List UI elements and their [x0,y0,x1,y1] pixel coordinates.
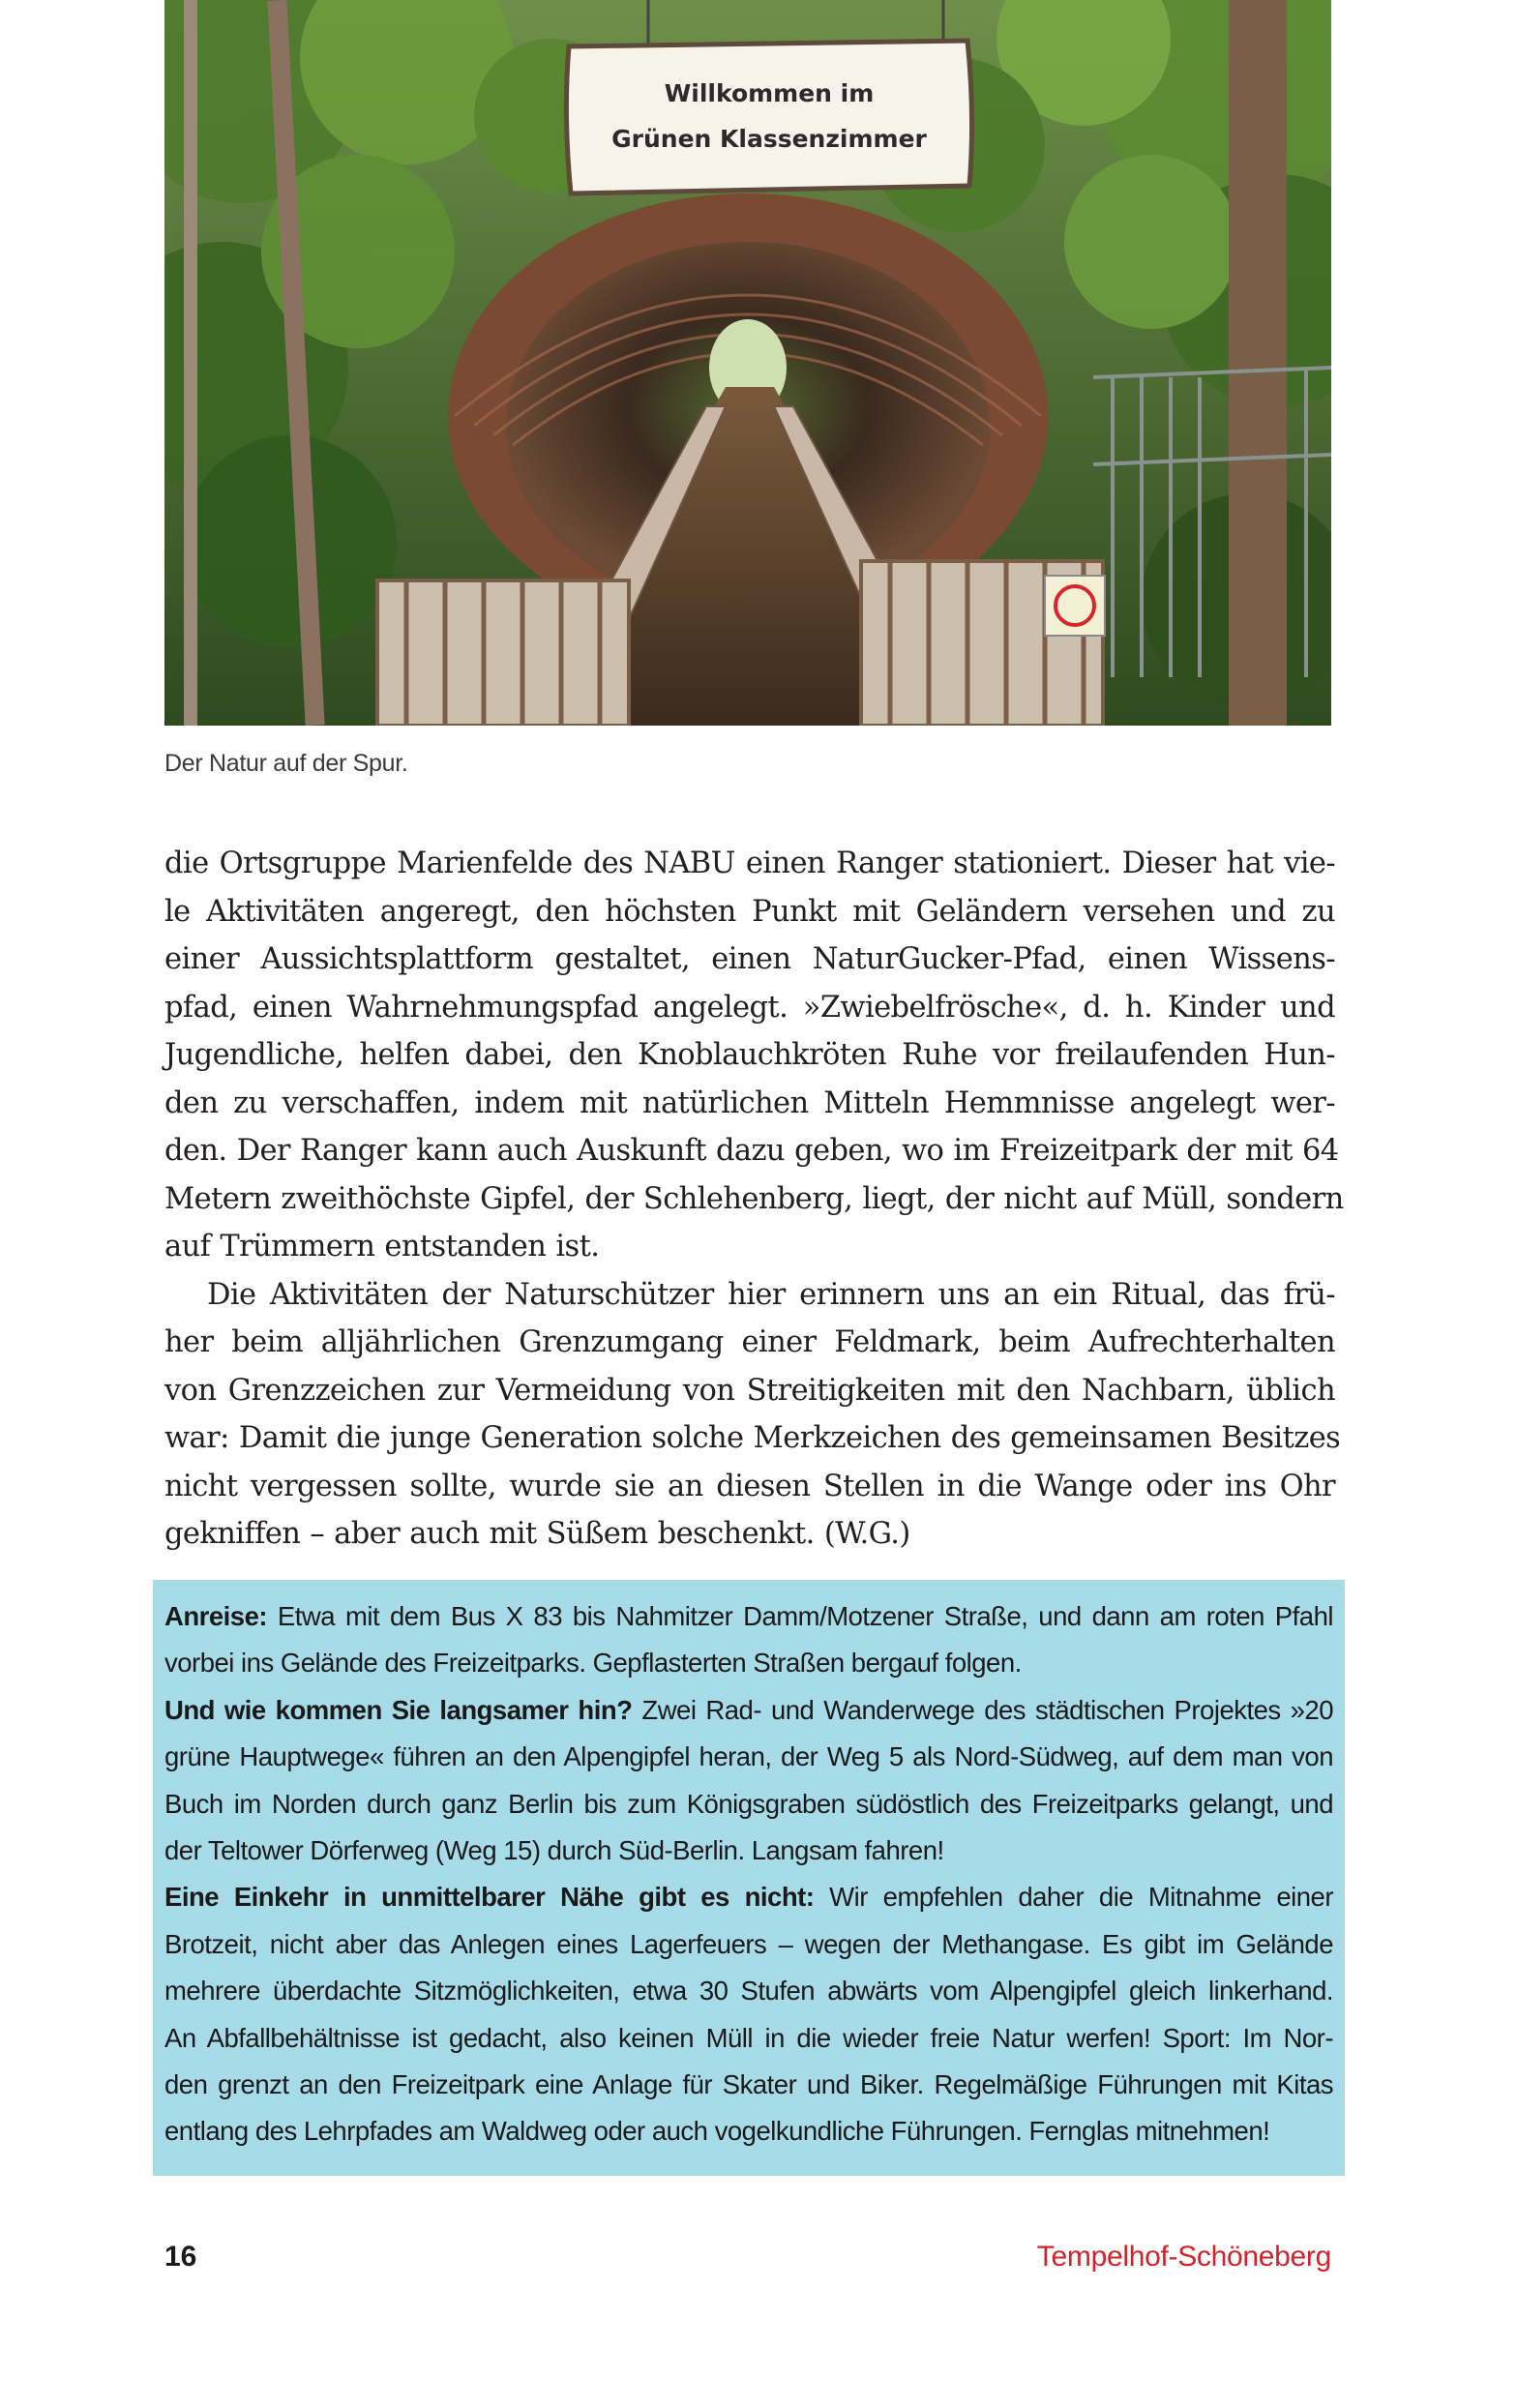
page-number: 16 [164,2241,197,2273]
body-text [164,840,1344,1559]
body-line: war: Damit die junge Generation solche Merkzeichen des gemeinsamen Besitzes [164,1421,1341,1455]
body-line: le Aktivitäten angeregt, den höchsten Punkt mit Geländern versehen und zu [164,894,1335,929]
body-line: einer Aussichtsplattform gestaltet, einen NaturGucker-Pfad, einen Wissens- [164,942,1335,976]
body-line: den zu verschaffen, indem mit natürlichen Mitteln Hemmnisse angelegt wer- [164,1085,1335,1120]
section-title: Tempelhof-Schöneberg [1036,2241,1331,2273]
info-heading-food: Eine Einkehr in unmittelbarer Nähe gibt es nicht: [164,1882,815,1913]
tunnel-photo [164,0,1331,726]
tree-trunk [1229,0,1287,726]
info-line: entlang des Lehrpfades am Waldweg oder auch vogelkundliche Führungen. Fernglas mitnehmen! [164,2116,1270,2147]
info-line: Und wie kommen Sie langsamer hin? Zwei Rad- und Wanderwege des städtischen Projektes »20 [164,1694,1333,1725]
body-line: Jugendliche, helfen dabei, den Knoblauchkröten Ruhe vor freilaufenden Hun- [164,1038,1335,1072]
info-heading-arrival: Anreise: [164,1601,268,1631]
sign-line-2: Grünen Klassenzimmer [611,125,927,153]
info-line: Buch im Norden durch ganz Berlin bis zum Königsgraben südöstlich des Freizeitparks gelangt, und [164,1788,1333,1819]
info-line: Eine Einkehr in unmittelbarer Nähe gibt es nicht: Wir empfehlen daher die Mitnahme einer [164,1882,1333,1913]
body-line: nicht vergessen sollte, wurde sie an diesen Stellen in die Wange oder ins Ohr [164,1469,1335,1503]
body-line: gekniffen – aber auch mit Süßem beschenkt. (W.G.) [164,1517,910,1551]
body-line: Die Aktivitäten der Naturschützer hier erinnern uns an ein Ritual, das frü- [207,1277,1335,1312]
info-line: den grenzt an den Freizeitpark eine Anlage für Skater und Biker. Regelmäßige Führungen mit Kitas [164,2068,1333,2099]
body-line: Metern zweithöchste Gipfel, der Schlehenberg, liegt, der nicht auf Müll, sondern [164,1181,1344,1216]
body-line: von Grenzzeichen zur Vermeidung von Streitigkeiten mit den Nachbarn, üblich [164,1373,1335,1408]
info-line: Anreise: Etwa mit dem Bus X 83 bis Nahmitzer Damm/Motzener Straße, und dann am roten Pfahl [164,1601,1333,1631]
travel-info-box [153,1580,1345,2176]
info-line: der Teltower Dörferweg (Weg 15) durch Süd-Berlin. Langsam fahren! [164,1834,944,1865]
info-heading-slow: Und wie kommen Sie langsamer hin? [164,1694,633,1725]
info-line: grüne Hauptwege« führen an den Alpengipfel heran, der Weg 5 als Nord-Südweg, auf dem man von [164,1741,1333,1772]
photo-caption: Der Natur auf der Spur. [164,750,408,777]
body-line: auf Trümmern entstanden ist. [164,1230,600,1263]
info-line: mehrere überdachte Sitzmöglichkeiten, etwa 30 Stufen abwärts vom Alpengipfel gleich linkerhand. [164,1976,1333,2007]
info-line: An Abfallbehältnisse ist gedacht, also keinen Müll in die wieder freie Natur werfen! Sport: Im Nor- [164,2022,1333,2053]
info-line: vorbei ins Gelände des Freizeitparks. Gepflasterten Straßen bergauf folgen. [164,1648,1022,1679]
body-line: pfad, einen Wahrnehmungspfad angelegt. »Zwiebelfrösche«, d. h. Kinder und [164,990,1335,1025]
info-line: Brotzeit, nicht aber das Anlegen eines Lagerfeuers – wegen der Methangase. Es gibt im Gelände [164,1928,1333,1959]
body-line: her beim alljährlichen Grenzumgang einer Feldmark, beim Aufrechterhalten [164,1325,1335,1359]
sign-line-1: Willkommen im [664,79,875,107]
body-line: den. Der Ranger kann auch Auskunft dazu geben, wo im Freizeitpark der mit 64 [164,1134,1339,1168]
body-line: die Ortsgruppe Marienfelde des NABU einen Ranger stationiert. Dieser hat vie- [164,847,1335,880]
